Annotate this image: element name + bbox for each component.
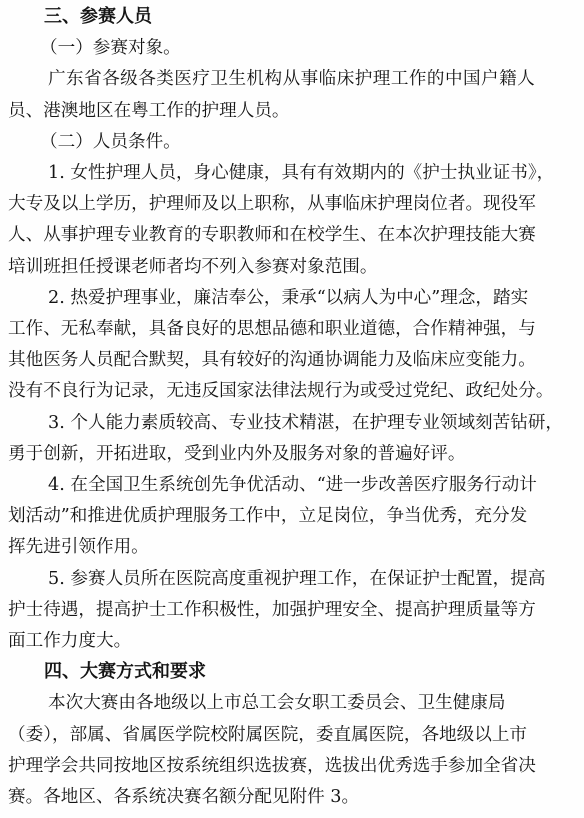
paragraph-line: 2. 热爱护理事业，廉洁奉公，秉承“以病人为中心”理念，踏实	[48, 287, 529, 308]
paragraph-line: 广东省各级各类医疗卫生机构从事临床护理工作的中国户籍人	[48, 69, 536, 90]
paragraph-line: 4. 在全国卫生系统创先争优活动、“进一步改善医疗服务行动计	[48, 475, 537, 495]
paragraph-line: 工作、无私奉献，具备良好的思想品德和职业道德，合作精神强，与	[8, 319, 536, 339]
subheading-target: （一）参赛对象。	[40, 38, 181, 59]
paragraph-line: 面工作力度大。	[8, 631, 132, 651]
paragraph-line: 大专及以上学历，护理师及以上职称，从事临床护理岗位者。现役军	[8, 194, 536, 215]
paragraph-line: 人、从事护理专业教育的专职教师和在校学生、在本次护理技能大赛	[8, 225, 536, 246]
paragraph-line: （委），部属、省属医学院校附属医院，委直属医院，各地级以上市	[8, 724, 528, 745]
paragraph-line: 本次大赛由各地级以上市总工会女职工委员会、卫生健康局	[48, 693, 506, 714]
paragraph-line: 护士待遇，提高护士工作积极性，加强护理安全、提高护理质量等方	[8, 599, 536, 620]
paragraph-line: 培训班担任授课老师者均不列入参赛对象范围。	[8, 256, 378, 277]
paragraph-line: 勇于创新，开拓进取，受到业内外及服务对象的普遍好评。	[8, 443, 466, 464]
paragraph-line: 没有不良行为记录，无违反国家法律法规行为或受过党纪、政纪处分。	[8, 381, 554, 402]
subheading-conditions: （二）人员条件。	[40, 131, 181, 152]
paragraph-line: 赛。各地区、各系统决赛名额分配见附件 3。	[8, 787, 360, 807]
paragraph-line: 其他医务人员配合默契，具有较好的沟通协调能力及临床应变能力。	[8, 350, 536, 371]
paragraph-line: 护理学会共同按地区按系统组织选拔赛，选拔出优秀选手参加全省决	[8, 755, 536, 776]
paragraph-line: 员、港澳地区在粤工作的护理人员。	[8, 100, 290, 121]
paragraph-line: 划活动”和推进优质护理服务工作中，立足岗位，争当优秀，充分发	[8, 506, 528, 527]
section-heading-format: 四、大赛方式和要求	[44, 661, 206, 683]
section-heading-participants: 三、参赛人员	[44, 6, 152, 27]
paragraph-line: 3. 个人能力素质较高、专业技术精湛，在护理专业领域刻苦钻研，	[48, 412, 564, 433]
paragraph-line: 挥先进引领作用。	[8, 537, 149, 558]
paragraph-line: 1. 女性护理人员，身心健康，具有有效期内的《护士执业证书》，	[48, 163, 555, 183]
paragraph-line: 5. 参赛人员所在医院高度重视护理工作，在保证护士配置，提高	[48, 568, 546, 589]
